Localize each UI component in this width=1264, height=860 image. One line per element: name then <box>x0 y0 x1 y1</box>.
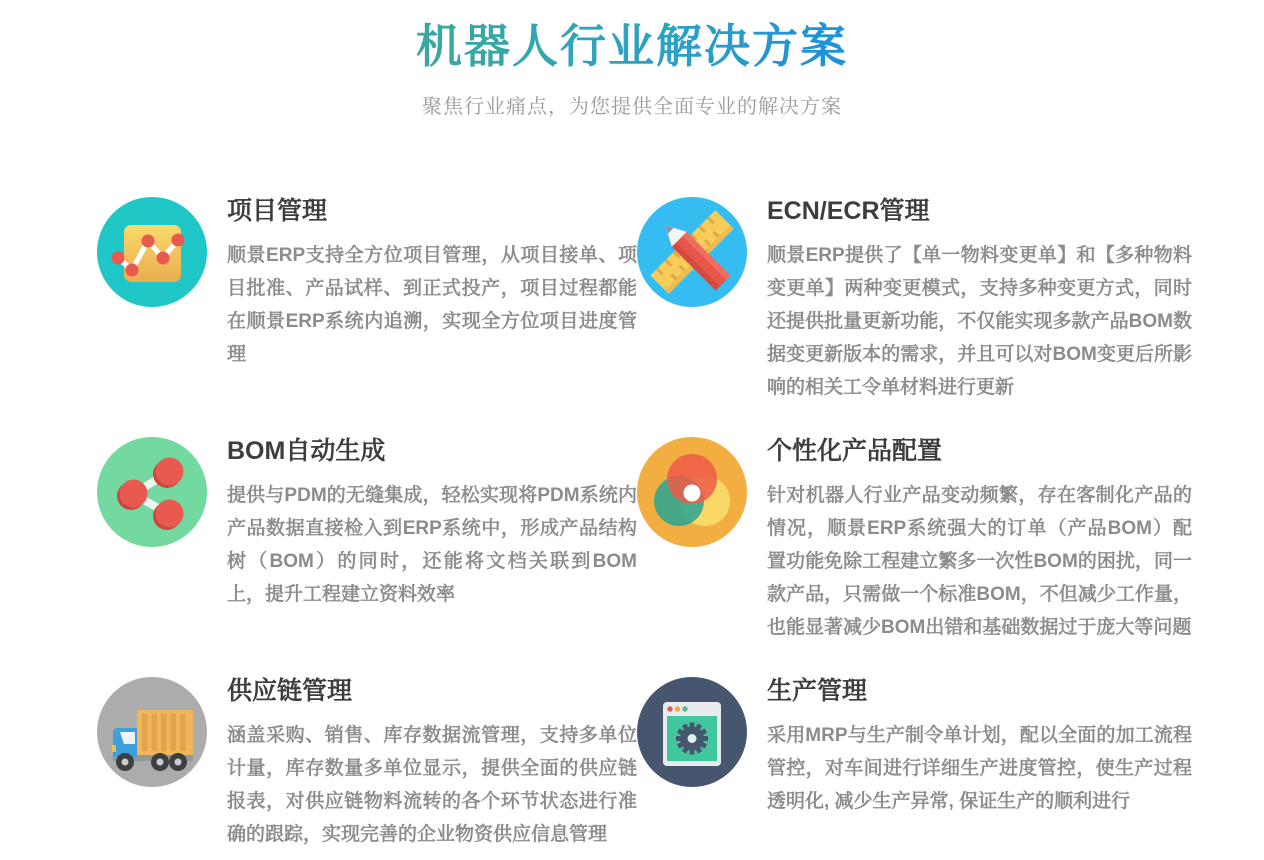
feature-title: 个性化产品配置 <box>767 436 943 465</box>
venn-diagram-icon <box>637 437 747 547</box>
feature-text <box>227 437 637 611</box>
feature-card-ecn-ecr <box>637 197 1192 437</box>
page-title: 机器人行业解决方案 <box>416 20 848 72</box>
feature-text <box>227 677 637 851</box>
gear-window-icon <box>637 677 747 787</box>
share-nodes-icon <box>97 437 207 547</box>
line-chart-icon <box>97 197 207 307</box>
feature-title: 供应链管理 <box>227 676 353 705</box>
pencil-ruler-icon <box>637 197 747 307</box>
feature-text <box>227 197 637 371</box>
feature-title: 项目管理 <box>227 196 328 225</box>
feature-card-bom-auto <box>97 437 637 677</box>
feature-card-production <box>637 677 1192 860</box>
feature-title: 生产管理 <box>767 676 868 705</box>
feature-description: 针对机器人行业产品变动频繁，存在客制化产品的情况，顺景ERP系统强大的订单（产品BOM）配置功能免除工程建立繁多一次性BOM的困扰，同一款产品，只需做一个标准BOM，不但减少工作量，也能显著减少BOM出错和基础数据过于庞大等问题 <box>767 484 1192 638</box>
feature-text <box>767 677 1192 818</box>
feature-description: 提供与PDM的无缝集成，轻松实现将PDM系统内产品数据直接检入到ERP系统中，形成产品结构树（BOM）的同时，还能将文档关联到BOM上，提升工程建立资料效率 <box>227 484 637 605</box>
feature-title: BOM自动生成 <box>227 436 386 465</box>
feature-card-project-management <box>97 197 637 437</box>
feature-description: 顺景ERP提供了【单一物料变更单】和【多种物料变更单】两种变更模式，支持多种变更方式，同时还提供批量更新功能，不仅能实现多款产品BOM数据变更新版本的需求，并且可以对BOM变更后所影响的相关工令单材料进行更新 <box>767 244 1192 398</box>
feature-description: 采用MRP与生产制令单计划，配以全面的加工流程管控，对车间进行详细生产进度管控，使生产过程透明化, 减少生产异常, 保证生产的顺利进行 <box>767 724 1192 812</box>
feature-card-product-config <box>637 437 1192 677</box>
feature-text <box>767 437 1192 644</box>
feature-description: 顺景ERP支持全方位项目管理，从项目接单、项目批准、产品试样、到正式投产，项目过程都能在顺景ERP系统内追溯，实现全方位项目进度管理 <box>227 244 637 365</box>
feature-text <box>767 197 1192 404</box>
feature-card-supply-chain <box>97 677 637 860</box>
feature-description: 涵盖采购、销售、库存数据流管理，支持多单位计量，库存数量多单位显示，提供全面的供应链报表，对供应链物料流转的各个环节状态进行准确的跟踪，实现完善的企业物资供应信息管理 <box>227 724 637 845</box>
page-subtitle: 聚焦行业痛点，为您提供全面专业的解决方案 <box>422 95 842 118</box>
features-grid <box>97 197 1192 860</box>
page-header <box>0 0 1264 119</box>
feature-title: ECN/ECR管理 <box>767 196 930 225</box>
truck-icon <box>97 677 207 787</box>
